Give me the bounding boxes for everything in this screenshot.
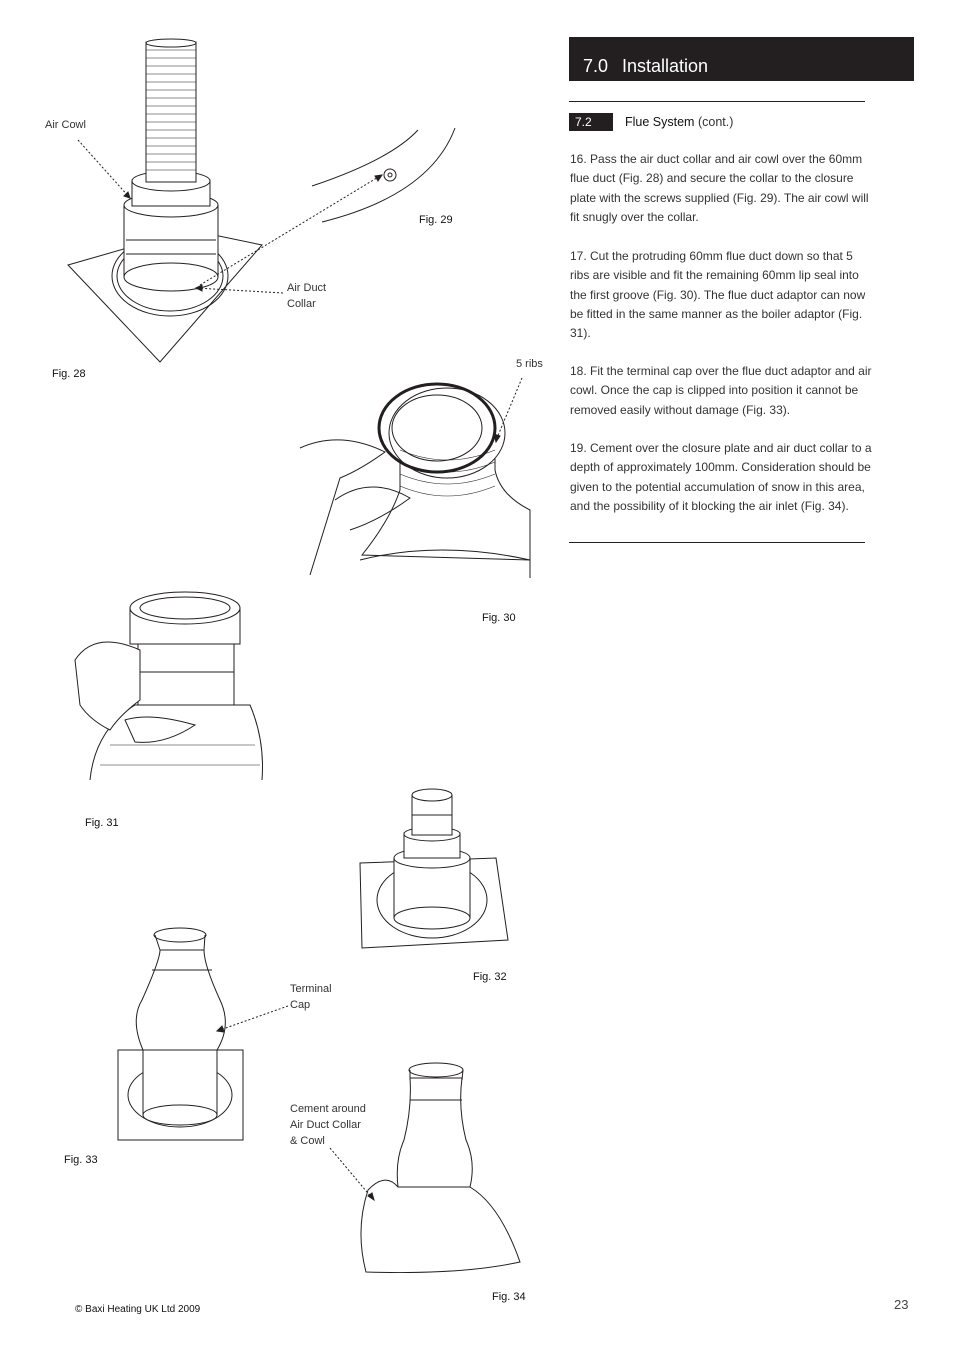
fig33-label-terminal: Terminal <box>290 983 332 995</box>
subsection-heading <box>625 113 733 131</box>
page-number: 23 <box>894 1297 909 1312</box>
fig32-illustration <box>360 789 508 948</box>
fig32-caption: Fig. 32 <box>473 971 507 983</box>
subsection-top-rule <box>569 101 865 102</box>
fig30-illustration <box>300 378 530 578</box>
fig33-caption: Fig. 33 <box>64 1154 98 1166</box>
fig28-label-air-duct: Air Duct <box>287 282 327 294</box>
section-title: Installation <box>622 56 709 76</box>
subsection-number: 7.2 <box>569 113 613 131</box>
section-header <box>569 37 914 81</box>
paragraph-step-18: 18. Fit the terminal cap over the flue duct adaptor and air cowl. Once the cap is clipped into position it cannot be removed easily without damage (Fig. 33). <box>570 364 872 417</box>
fig33-illustration <box>118 928 288 1140</box>
fig33-label-cap: Cap <box>290 999 311 1011</box>
fig28-label-air-cowl: Air Cowl <box>45 119 86 131</box>
fig29-caption: Fig. 29 <box>419 214 453 226</box>
fig30-caption: Fig. 30 <box>482 612 516 624</box>
subsection-suffix: (cont.) <box>697 115 734 129</box>
fig28-label-collar: Collar <box>287 298 316 310</box>
fig34-label-line2: Air Duct Collar <box>290 1119 361 1131</box>
fig31-illustration <box>75 592 263 780</box>
subsection-bottom-rule <box>569 542 865 543</box>
paragraph-step-19: 19. Cement over the closure plate and air duct collar to a depth of approximately 100mm. Consideration should be given to the potential accumulation of snow in this area, and the possibility of it blocking the air inlet (Fig. 34). <box>570 441 872 513</box>
fig34-label-line3: & Cowl <box>290 1135 325 1147</box>
fig31-caption: Fig. 31 <box>85 817 119 829</box>
fig28-illustration <box>68 39 382 362</box>
subsection-title: Flue System <box>625 115 695 129</box>
fig28-caption: Fig. 28 <box>52 368 86 380</box>
fig34-illustration <box>330 1063 520 1273</box>
paragraph-step-17: 17. Cut the protruding 60mm flue duct down so that 5 ribs are visible and fit the remaining 60mm lip seal into the first groove (Fig. 30). The flue duct adaptor can now be fitted in the same manner as the boiler adaptor (Fig. 31). <box>570 249 866 341</box>
fig30-label-5-ribs: 5 ribs <box>516 358 543 370</box>
paragraph-step-16: 16. Pass the air duct collar and air cowl over the 60mm flue duct (Fig. 28) and secure the collar to the closure plate with the screws supplied (Fig. 29). The air cowl will fit snugly over the collar. <box>570 152 869 224</box>
section-number: 7.0 <box>583 56 609 76</box>
footer-copyright: © Baxi Heating UK Ltd 2009 <box>75 1304 201 1315</box>
fig29-illustration <box>312 128 455 222</box>
fig34-label-line1: Cement around <box>290 1103 366 1115</box>
fig34-caption: Fig. 34 <box>492 1291 526 1303</box>
